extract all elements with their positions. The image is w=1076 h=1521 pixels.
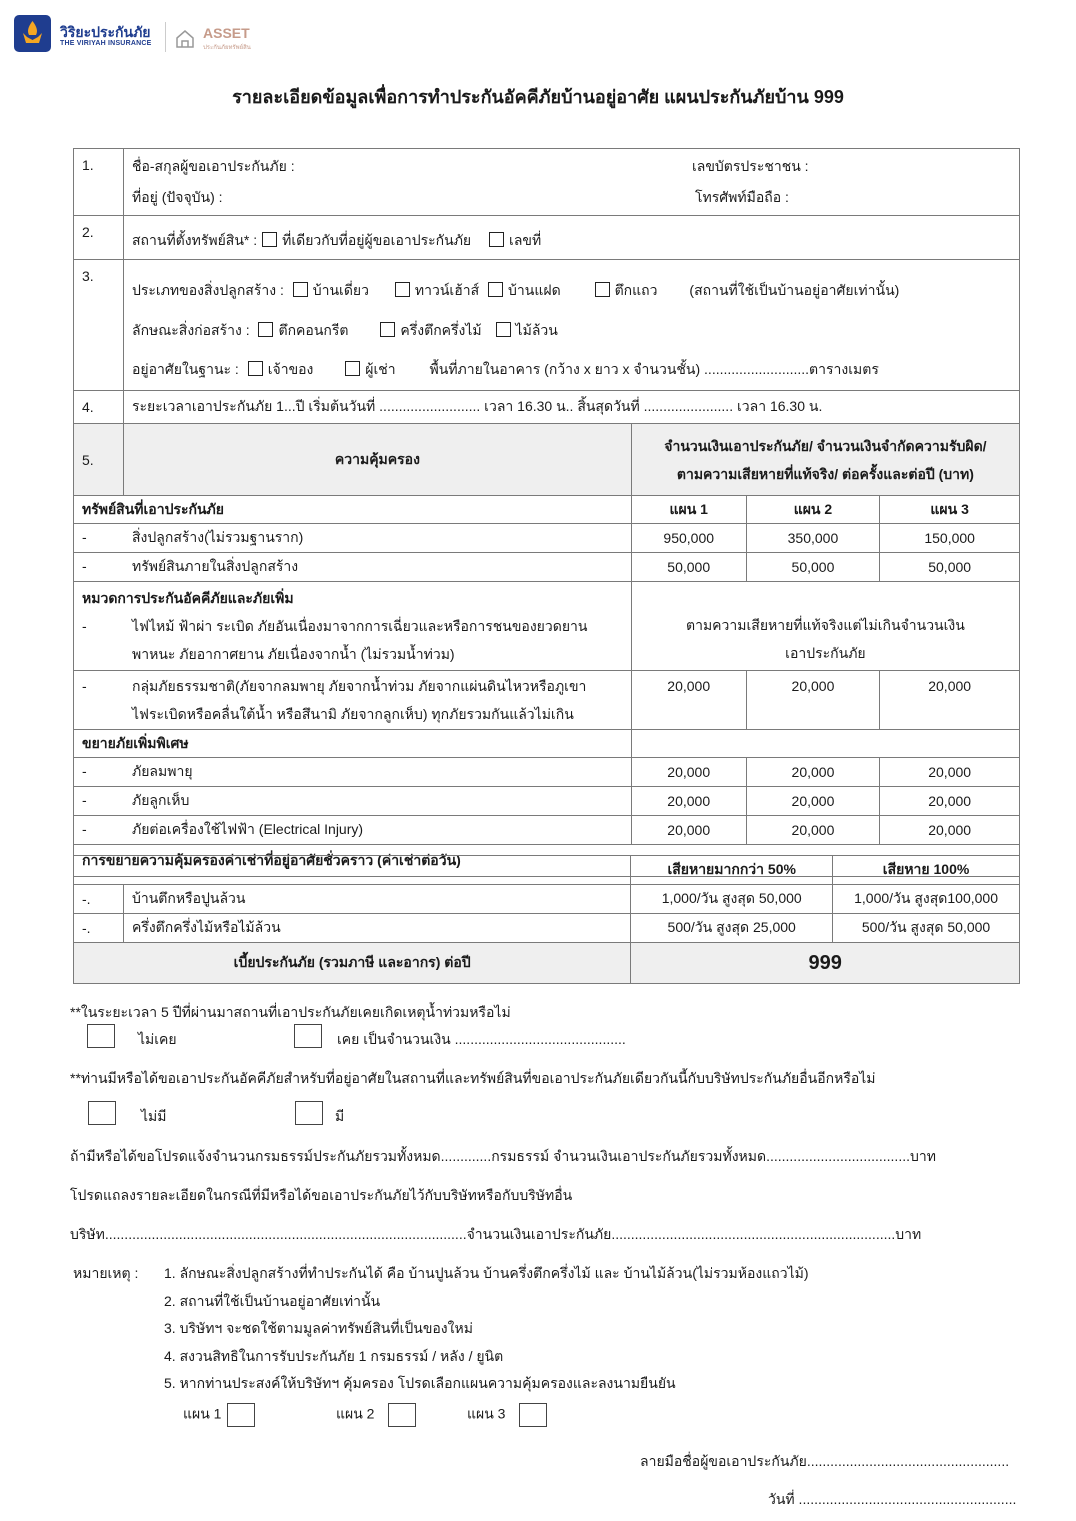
premium-label: เบี้ยประกันภัย (รวมภาษี และอากร) ต่อปี xyxy=(74,943,631,984)
row-dash: - xyxy=(82,558,87,574)
section-2-row xyxy=(74,216,1020,260)
brand-name-english: THE VIRIYAH INSURANCE xyxy=(60,40,152,47)
extension-header-row xyxy=(74,730,1020,758)
plan-1-value: 20,000 xyxy=(631,816,746,845)
plan-1-value: 950,000 xyxy=(631,524,746,553)
detached-house-checkbox[interactable] xyxy=(293,282,308,297)
section-number: 2. xyxy=(74,216,124,260)
row-label: บ้านตึกหรือปูนล้วน xyxy=(123,885,630,914)
row-dash: - xyxy=(82,763,87,779)
twin-house-option: บ้านแฝด xyxy=(508,282,561,298)
damage-over-50-header: เสียหายมากกว่า 50% xyxy=(631,856,833,885)
row-label: ทรัพย์สินภายในสิ่งปลูกสร้าง xyxy=(132,558,299,574)
insurance-period: ระยะเวลาเอาประกันภัย 1...ปี เริ่มต้นวันที่ .......................... เวลา 16.30 น.. สิ้นสุดวันที่ ....................... เวลา 16.30 น. xyxy=(123,391,1019,424)
plan-3-value: 20,000 xyxy=(880,758,1020,787)
plan-3-header: แผน 3 xyxy=(880,496,1020,524)
all-wood-checkbox[interactable] xyxy=(496,322,511,337)
details-instruction: โปรดแถลงรายละเอียดในกรณีที่มีหรือได้ขอเอาประกันภัยไว้กับบริษัทหรือกับบริษัทอื่น xyxy=(70,1187,573,1203)
rent-section-heading: การขยายความคุ้มครองค่าเช่าที่อยู่อาศัยชั่วคราว (ค่าเช่าต่อวัน) xyxy=(74,845,1020,877)
row-dash: -. xyxy=(74,885,124,914)
date-line: วันที่ ........................................................ xyxy=(768,1491,1017,1507)
plan-3-choice xyxy=(467,1403,547,1427)
amount-header-line-1: จำนวนเงินเอาประกันภัย/ จำนวนเงินจำกัดความรับผิด/ xyxy=(664,437,987,454)
natural-disaster-line-1: กลุ่มภัยธรรมชาติ(ภัยจากลมพายุ ภัยจากน้ำท่วม ภัยจากแผ่นดินไหวหรือภูเขา xyxy=(132,678,587,694)
never-flooded-option: ไม่เคย xyxy=(138,1031,177,1047)
note-item: 3. บริษัทฯ จะชดใช้ตามมูลค่าทรัพย์สินที่เป็นของใหม่ xyxy=(164,1320,473,1336)
no-other-insurance-checkbox[interactable] xyxy=(88,1101,116,1125)
actual-loss-line-1: ตามความเสียหายที่แท้จริงแต่ไม่เกินจำนวนเงิน xyxy=(685,617,965,633)
coverage-header: ความคุ้มครอง xyxy=(123,424,631,496)
table-row xyxy=(74,553,1020,582)
signature-line: ลายมือชื่อผู้ขอเอาประกันภัย.................................................... xyxy=(640,1453,1010,1469)
mobile-phone-label: โทรศัพท์มือถือ : xyxy=(694,189,789,205)
note-item: 1. ลักษณะสิ่งปลูกสร้างที่ทำประกันได้ คือ บ้านปูนล้วน บ้านครึ่งตึกครึ่งไม้ และ บ้านไม้ล้วน(ไม่รวมห้องแถวไม้) xyxy=(164,1265,809,1281)
plan-2-value: 20,000 xyxy=(746,671,880,730)
construction-type-label: ลักษณะสิ่งก่อสร้าง : xyxy=(131,322,250,338)
plan-2-choice-label: แผน 2 xyxy=(336,1405,375,1422)
amount-header xyxy=(631,424,1019,496)
full-100-value: 500/วัน สูงสุด 50,000 xyxy=(833,914,1020,943)
section-3-row xyxy=(74,260,1020,391)
residence-only-note: (สถานที่ใช้เป็นบ้านอยู่อาศัยเท่านั้น) xyxy=(689,282,900,298)
all-wood-option: ไม้ล้วน xyxy=(515,322,558,338)
table-row xyxy=(74,816,1020,845)
over-50-value: 500/วัน สูงสุด 25,000 xyxy=(631,914,833,943)
address-label: ที่อยู่ (ปัจจุบัน) : xyxy=(131,189,223,205)
plan-1-value: 20,000 xyxy=(631,787,746,816)
concrete-option: ตึกคอนกรีต xyxy=(278,322,349,338)
insured-property-header-row xyxy=(74,496,1020,524)
rent-table xyxy=(73,855,1020,984)
townhouse-option: ทาวน์เฮ้าส์ xyxy=(414,282,480,298)
owner-checkbox[interactable] xyxy=(248,361,263,376)
note-item: 2. สถานที่ใช้เป็นบ้านอยู่อาศัยเท่านั้น xyxy=(164,1293,381,1309)
address-number-option: เลขที่ xyxy=(509,231,542,248)
fire-coverage-row xyxy=(74,582,1020,671)
full-100-value: 1,000/วัน สูงสุด100,000 xyxy=(833,885,1020,914)
twin-house-checkbox[interactable] xyxy=(488,282,503,297)
floor-area-label: พื้นที่ภายในอาคาร (กว้าง x ยาว x จำนวนชั้น) ...........................ตารางเมตร xyxy=(429,361,879,377)
plan-3-choice-label: แผน 3 xyxy=(467,1405,506,1422)
row-dash: - xyxy=(82,529,87,545)
flooded-checkbox[interactable] xyxy=(294,1024,322,1048)
plan-2-choice xyxy=(336,1403,416,1427)
shophouse-checkbox[interactable] xyxy=(595,282,610,297)
insured-property-heading: ทรัพย์สินที่เอาประกันภัย xyxy=(74,496,632,524)
plan-2-value: 50,000 xyxy=(746,553,880,582)
amount-header-line-2: ตามความเสียหายที่แท้จริง/ ต่อครั้งและต่อปี (บาท) xyxy=(676,465,974,482)
company-line: บริษัท.............................................................................................จำนวนเงินเอาประกันภัย.........................................................................บาท xyxy=(70,1226,922,1242)
property-location-label: สถานที่ตั้งทรัพย์สิน* : xyxy=(131,231,258,248)
plan-3-value: 20,000 xyxy=(880,787,1020,816)
insurance-form-table xyxy=(73,148,1020,877)
fire-section-heading: หมวดการประกันอัคคีภัยและภัยเพิ่ม xyxy=(82,590,294,606)
building-type-label: ประเภทของสิ่งปลูกสร้าง : xyxy=(131,282,284,298)
plan-1-checkbox[interactable] xyxy=(227,1403,255,1427)
partner-name: ASSET xyxy=(203,25,250,41)
address-number-checkbox[interactable] xyxy=(489,232,504,247)
plan-3-value: 50,000 xyxy=(880,553,1020,582)
actual-loss-line-2: เอาประกันภัย xyxy=(785,645,866,661)
shophouse-option: ตึกแถว xyxy=(614,282,658,298)
plan-2-header: แผน 2 xyxy=(746,496,880,524)
plan-1-value: 50,000 xyxy=(631,553,746,582)
concrete-checkbox[interactable] xyxy=(258,322,273,337)
no-other-insurance-option: ไม่มี xyxy=(141,1108,167,1124)
row-label: ครึ่งตึกครึ่งไม้หรือไม้ล้วน xyxy=(123,914,630,943)
table-row xyxy=(74,914,1020,943)
flooded-amount-option: เคย เป็นจำนวนเงิน ............................................ xyxy=(337,1031,626,1047)
plan-2-value: 20,000 xyxy=(746,758,880,787)
residence-status-label: อยู่อาศัยในฐานะ : xyxy=(131,361,239,377)
townhouse-checkbox[interactable] xyxy=(395,282,410,297)
tenant-checkbox[interactable] xyxy=(345,361,360,376)
policy-count-line: ถ้ามีหรือได้ขอโปรดแจ้งจำนวนกรมธรรม์ประกันภัยรวมทั้งหมด.............กรมธรรม์ จำนวนเงินเอาประกันภัยรวมทั้งหมด.....................................บาท xyxy=(70,1148,936,1164)
section-number: 4. xyxy=(74,391,124,424)
natural-disaster-line-2: ไฟระเบิดหรือคลื่นใต้น้ำ หรือสึนามิ ภัยจากลูกเห็บ) ทุกภัยรวมกันแล้วไม่เกิน xyxy=(132,706,574,722)
premium-row xyxy=(74,943,1020,984)
section-number: 1. xyxy=(74,149,124,216)
plan-2-value: 20,000 xyxy=(746,787,880,816)
applicant-name-label: ชื่อ-สกุลผู้ขอเอาประกันภัย : xyxy=(131,158,295,174)
coverage-header-row xyxy=(74,424,1020,496)
house-icon xyxy=(174,28,196,50)
fire-coverage-line-2: พาหนะ ภัยอากาศยาน ภัยเนื่องจากน้ำ (ไม่รวมน้ำท่วม) xyxy=(132,646,455,662)
brand-name-thai: วิริยะประกันภัย xyxy=(60,24,151,40)
over-50-value: 1,000/วัน สูงสุด 50,000 xyxy=(631,885,833,914)
extension-section-heading: ขยายภัยเพิ่มพิเศษ xyxy=(74,730,632,758)
section-number: 5. xyxy=(74,424,124,496)
brand-divider xyxy=(165,22,166,52)
row-label: ภัยต่อเครื่องใช้ไฟฟ้า (Electrical Injury) xyxy=(132,821,364,837)
row-label: ภัยลมพายุ xyxy=(132,763,193,779)
row-dash: -. xyxy=(74,914,124,943)
plan-1-header: แผน 1 xyxy=(631,496,746,524)
id-card-label: เลขบัตรประชาชน : xyxy=(691,158,809,174)
section-number: 3. xyxy=(74,260,124,391)
plan-2-value: 350,000 xyxy=(746,524,880,553)
damage-100-header: เสียหาย 100% xyxy=(833,856,1020,885)
natural-disaster-row xyxy=(74,671,1020,730)
plan-3-checkbox[interactable] xyxy=(519,1403,547,1427)
premium-value: 999 xyxy=(631,943,1020,984)
plan-3-value: 20,000 xyxy=(880,816,1020,845)
page-title: รายละเอียดข้อมูลเพื่อการทำประกันอัคคีภัยบ้านอยู่อาศัย แผนประกันภัยบ้าน 999 xyxy=(232,87,844,107)
row-dash: - xyxy=(82,678,87,694)
fire-coverage-line-1: ไฟไหม้ ฟ้าผ่า ระเบิด ภัยอันเนื่องมาจากการเฉี่ยวและหรือการชนของยวดยาน xyxy=(132,618,588,634)
plan-1-value: 20,000 xyxy=(631,671,746,730)
table-row xyxy=(74,787,1020,816)
same-address-option: ที่เดียวกับที่อยู่ผู้ขอเอาประกันภัย xyxy=(282,231,472,248)
note-item: 4. สงวนสิทธิในการรับประกันภัย 1 กรมธรรม์ / หลัง / ยูนิต xyxy=(164,1348,504,1364)
plan-2-value: 20,000 xyxy=(746,816,880,845)
viriyah-logo-icon xyxy=(14,15,51,52)
plan-1-choice-label: แผน 1 xyxy=(183,1405,222,1422)
table-row xyxy=(74,758,1020,787)
plan-2-checkbox[interactable] xyxy=(388,1403,416,1427)
table-row xyxy=(74,524,1020,553)
tenant-option: ผู้เช่า xyxy=(365,361,396,377)
section-4-row xyxy=(74,391,1020,424)
row-label: ภัยลูกเห็บ xyxy=(132,792,190,808)
half-concrete-option: ครึ่งตึกครึ่งไม้ xyxy=(400,322,482,338)
notes-label: หมายเหตุ : xyxy=(73,1265,139,1281)
same-address-checkbox[interactable] xyxy=(262,232,277,247)
flood-history-question: **ในระยะเวลา 5 ปีที่ผ่านมาสถานที่เอาประกันภัยเคยเกิดเหตุน้ำท่วมหรือไม่ xyxy=(70,1004,511,1020)
plan-1-choice xyxy=(183,1403,255,1427)
detached-house-option: บ้านเดี่ยว xyxy=(312,282,369,298)
owner-option: เจ้าของ xyxy=(267,361,314,377)
row-dash: - xyxy=(82,821,87,837)
row-dash: - xyxy=(82,792,87,808)
note-item: 5. หากท่านประสงค์ให้บริษัทฯ คุ้มครอง โปรดเลือกแผนความคุ้มครองและลงนามยืนยัน xyxy=(164,1375,676,1391)
plan-3-value: 20,000 xyxy=(880,671,1020,730)
partner-subtitle: ประกันภัยทรัพย์สิน xyxy=(203,45,251,51)
plan-1-value: 20,000 xyxy=(631,758,746,787)
section-1-row xyxy=(74,149,1020,216)
row-label: สิ่งปลูกสร้าง(ไม่รวมฐานราก) xyxy=(132,529,304,545)
rent-column-header-row xyxy=(74,856,1020,885)
never-flooded-checkbox[interactable] xyxy=(87,1024,115,1048)
plan-3-value: 150,000 xyxy=(880,524,1020,553)
half-concrete-checkbox[interactable] xyxy=(380,322,395,337)
table-row xyxy=(74,885,1020,914)
other-insurance-question: **ท่านมีหรือได้ขอเอาประกันอัคคีภัยสำหรับที่อยู่อาศัยในสถานที่และทรัพย์สินที่ขอเอาประกันภัยเดียวกันนี้กับบริษัทประกันภัยอื่นอีกหรือไม่ xyxy=(70,1070,876,1086)
has-other-insurance-checkbox[interactable] xyxy=(295,1101,323,1125)
has-other-insurance-option: มี xyxy=(335,1108,345,1124)
row-dash: - xyxy=(82,618,87,634)
